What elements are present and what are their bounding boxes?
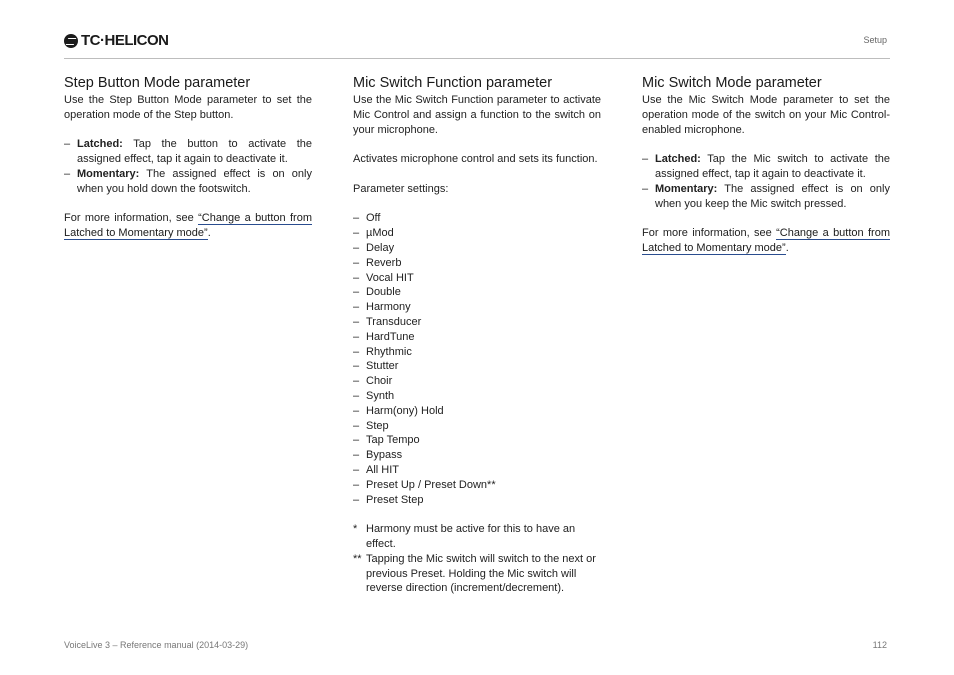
description-text: Activates microphone control and sets its function. (353, 153, 598, 166)
list-item: – Preset Up / Preset Down** (353, 478, 601, 493)
footer-document-title: VoiceLive 3 – Reference manual (2014-03-29) (64, 640, 249, 650)
list-item: – Reverb (353, 256, 601, 271)
settings-label: Parameter settings: (353, 182, 449, 195)
list-item: – Double (353, 285, 601, 300)
more-info (642, 226, 890, 256)
list-item: – Off (353, 211, 601, 226)
term: Latched: (77, 138, 123, 151)
term: Momentary: (655, 182, 718, 195)
footnote-text: Harmony must be active for this to have an effect. (366, 523, 576, 550)
page-header (64, 30, 890, 59)
list-item: – Harmony (353, 300, 601, 315)
footnotes (353, 522, 601, 596)
more-info-suffix: . (207, 227, 211, 240)
list-item (64, 167, 312, 197)
mode-list (642, 152, 890, 211)
more-info-suffix: . (785, 241, 789, 254)
definition: Tap the button to activate the assigned effect, tap it again to deactivate it. (77, 138, 312, 166)
more-info-prefix: For more information, see (642, 227, 777, 240)
list-item: – All HIT (353, 463, 601, 478)
list-item: – Transducer (353, 315, 601, 330)
intro-text: Use the Step Button Mode parameter to set the operation mode of the Step button. (64, 94, 312, 121)
section-label: Setup (863, 35, 887, 45)
list-item: – Bypass (353, 448, 601, 463)
logo-text: TC·HELICON (81, 32, 169, 49)
change-button-mode-link[interactable]: “Change a button from Latched to Momentary mode” (64, 212, 312, 240)
list-item: – Delay (353, 241, 601, 256)
change-button-mode-link[interactable]: “Change a button from Latched to Momentary mode” (642, 227, 890, 254)
mic-switch-function-section (353, 74, 601, 596)
footnote-text: Tapping the Mic switch will switch to the next or previous Preset. Holding the Mic switch will reverse direction (increment/decrement). (366, 552, 596, 595)
more-info (64, 211, 312, 241)
list-item: – Synth (353, 389, 601, 404)
settings-list (353, 211, 601, 507)
intro-text: Use the Mic Switch Function parameter to activate Mic Control and assign a function to the switch on your microphone. (353, 94, 601, 136)
section-heading: Mic Switch Function parameter (353, 75, 553, 91)
page-number: 112 (872, 640, 887, 650)
footnote (353, 552, 601, 596)
section-heading: Mic Switch Mode parameter (642, 75, 822, 91)
tc-helicon-logo-icon (64, 34, 78, 48)
list-item: – Preset Step (353, 493, 601, 508)
section-heading: Step Button Mode parameter (64, 75, 251, 91)
term: Latched: (655, 153, 701, 166)
list-item (64, 137, 312, 167)
list-item (642, 182, 890, 212)
footnote (353, 522, 601, 552)
list-item: – Stutter (353, 359, 601, 374)
list-item (642, 152, 890, 182)
definition: The assigned effect is on only when you hold down the footswitch. (77, 167, 312, 195)
list-item: – HardTune (353, 330, 601, 345)
definition: Tap the Mic switch to activate the assigned effect, tap it again to deactivate it. (655, 153, 890, 180)
list-item: – Vocal HIT (353, 271, 601, 286)
list-item: – Rhythmic (353, 345, 601, 360)
list-item: – Harm(ony) Hold (353, 404, 601, 419)
list-item: – µMod (353, 226, 601, 241)
list-item: – Choir (353, 374, 601, 389)
footnote-mark: ** (353, 552, 362, 565)
tc-helicon-logo (64, 32, 169, 49)
intro-text: Use the Mic Switch Mode parameter to set the operation mode of the switch on your Mic Control-enabled microphone. (642, 94, 890, 136)
definition: The assigned effect is on only when you keep the Mic switch pressed. (655, 182, 890, 210)
footnote-mark: * (353, 523, 358, 536)
step-button-mode-section (64, 74, 312, 241)
mic-switch-mode-section (642, 74, 890, 256)
term: Momentary: (77, 167, 140, 180)
list-item: – Step (353, 419, 601, 434)
list-item: – Tap Tempo (353, 433, 601, 448)
mode-list (64, 137, 312, 196)
more-info-prefix: For more information, see (64, 212, 199, 225)
